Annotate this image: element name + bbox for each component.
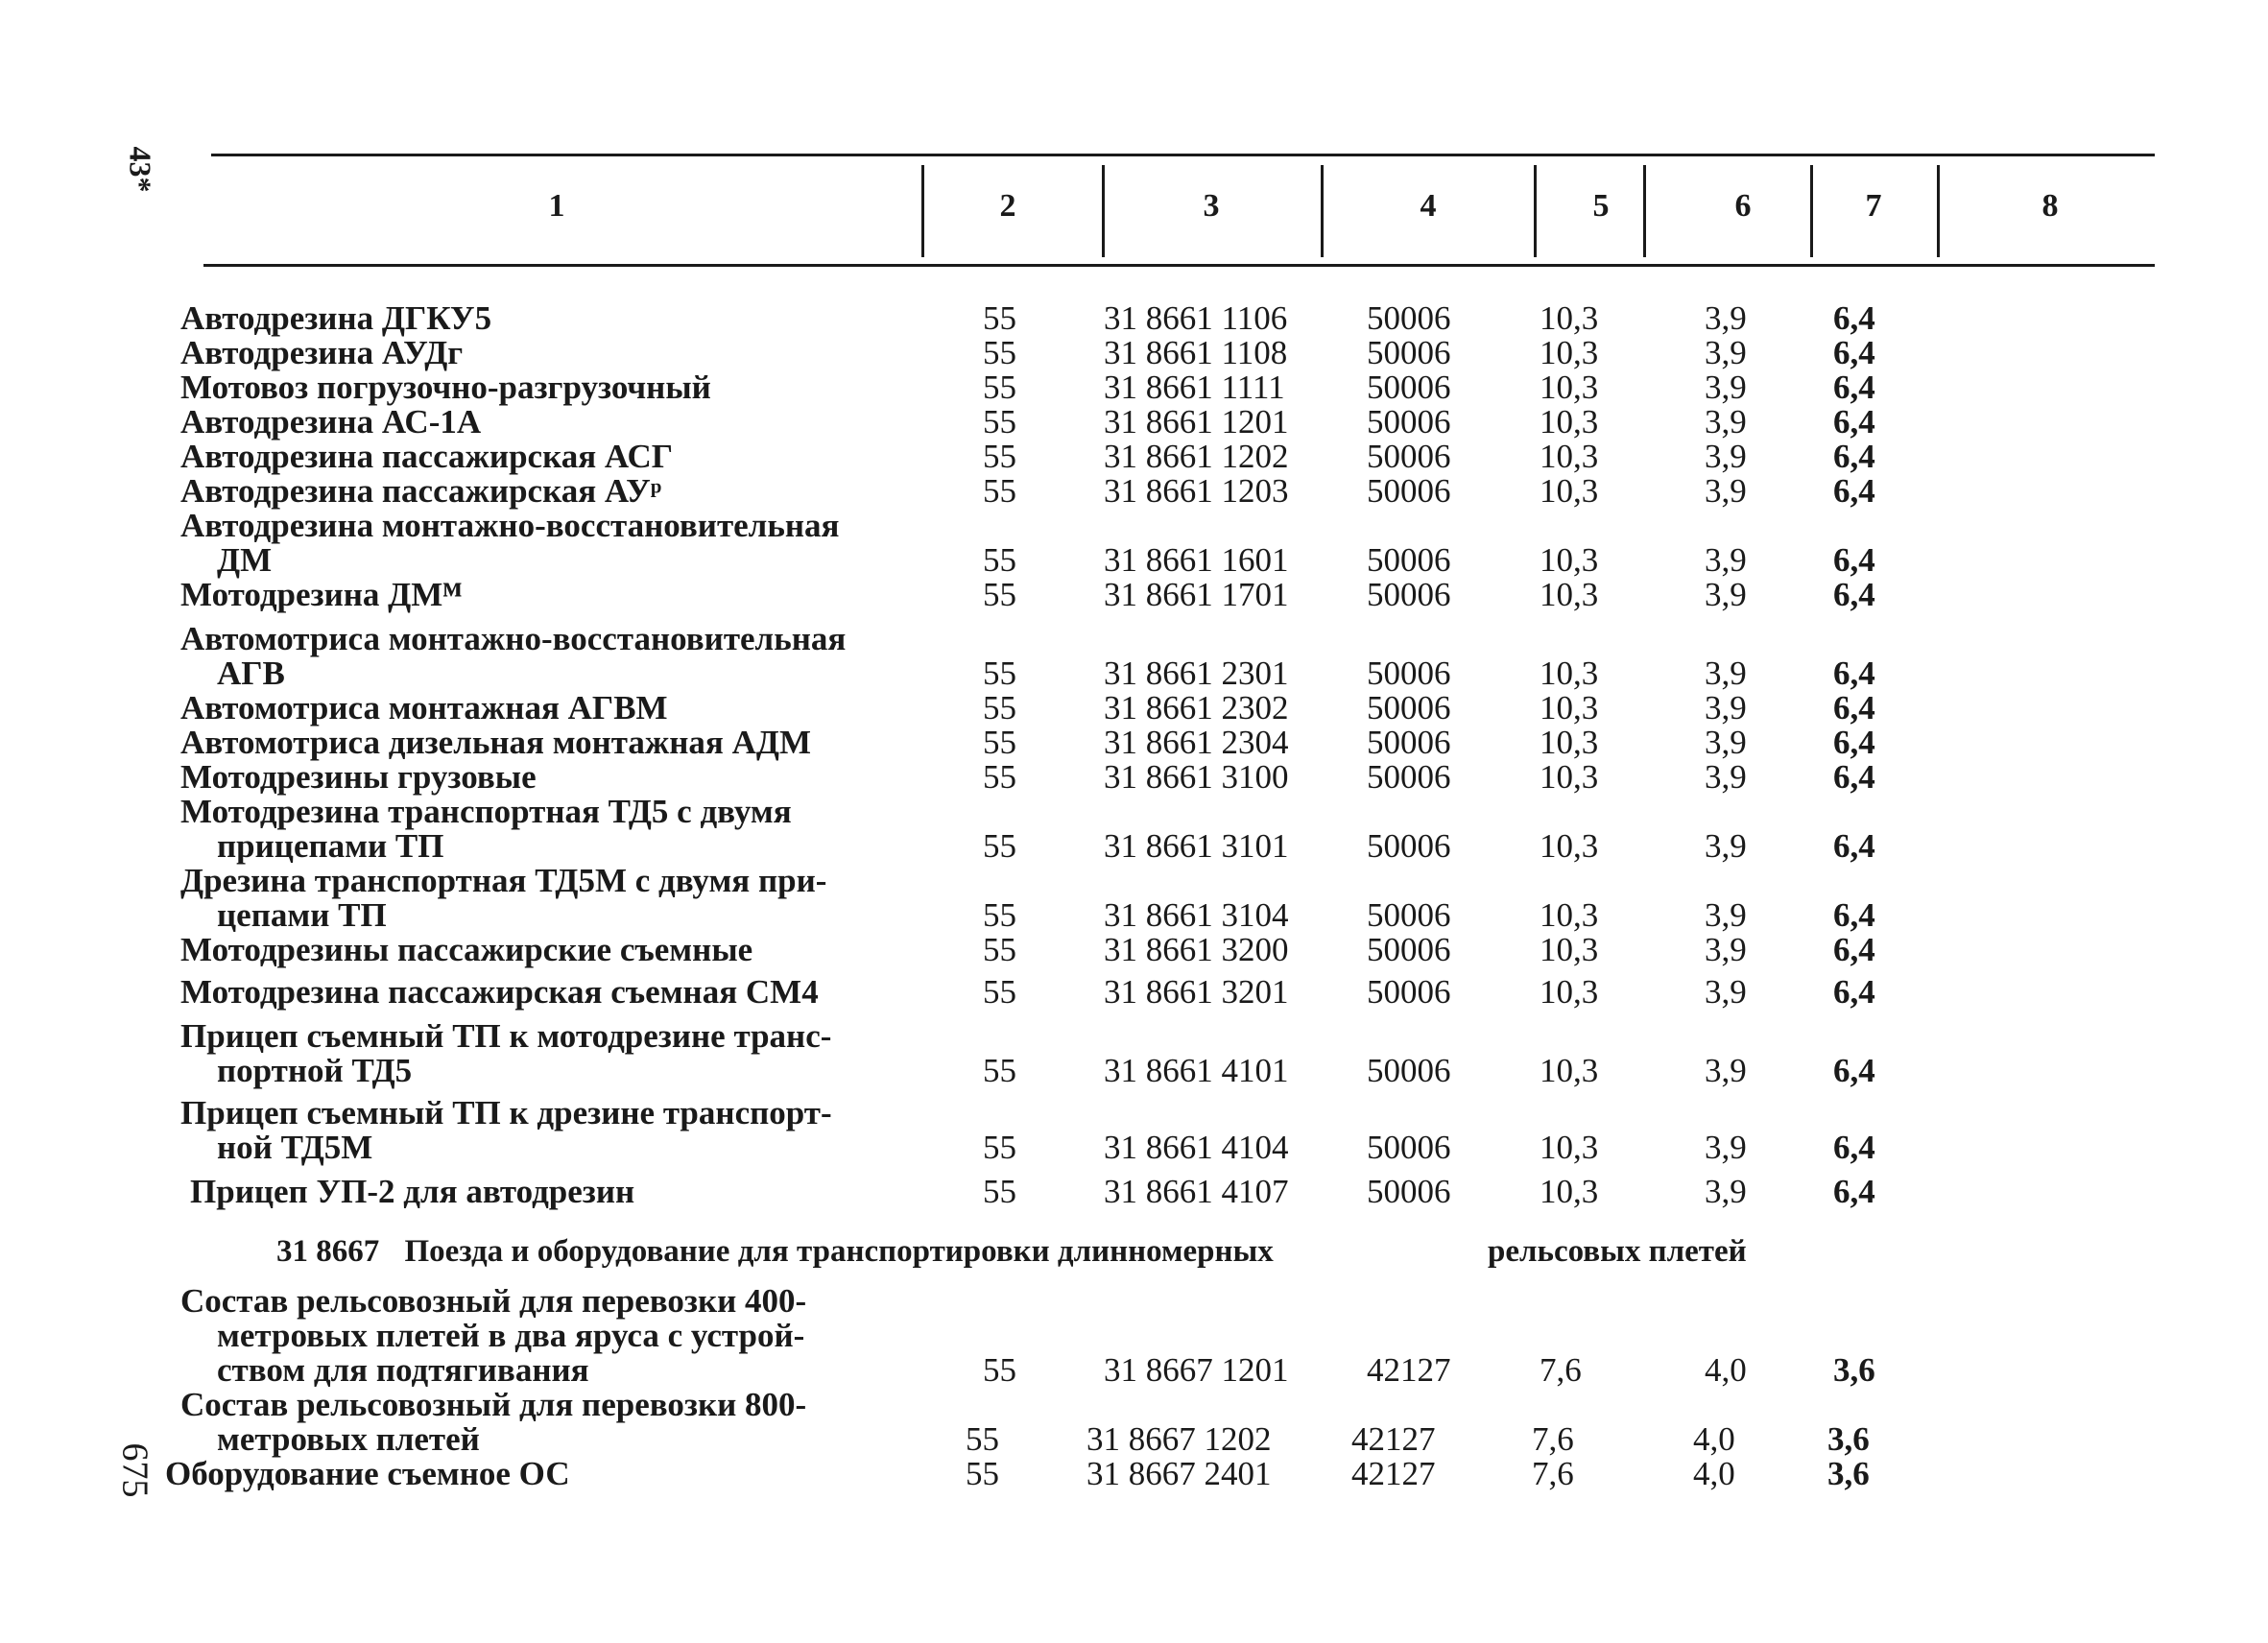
row-col6: 3,9 [1705,438,1747,475]
table-row [0,1096,2268,1165]
row-col4: 50006 [1367,1129,1451,1166]
row-col6: 3,9 [1705,689,1747,726]
row-col5: 10,3 [1540,973,1599,1011]
table-row [0,1175,2268,1209]
column-header-6: 6 [1734,188,1752,224]
row-name: Оборудование съемное ОС [165,1455,570,1492]
column-divider [1643,165,1646,257]
row-name [180,622,910,691]
row-col5: 10,3 [1540,758,1599,796]
row-col2: 55 [983,896,1016,934]
row-col2: 55 [983,403,1016,441]
row-col4: 50006 [1367,369,1451,406]
row-col7: 6,4 [1833,369,1875,406]
row-col7: 3,6 [1827,1455,1870,1492]
section-title: Поезда и оборудование для транспортировки длинномерных [404,1234,1274,1269]
row-col4: 50006 [1367,541,1451,579]
row-name-continuation: ДМ [217,541,273,579]
column-header-2: 2 [999,188,1016,224]
row-col6: 3,9 [1705,576,1747,613]
table-row [0,933,2268,967]
row-name: Мотовоз погрузочно-разгрузочный [180,369,711,406]
row-col2: 55 [983,438,1016,475]
row-name-continuation: прицепами ТП [217,827,444,865]
row-name-continuation: АГВ [217,655,285,692]
row-name [180,1388,910,1457]
row-code: 31 8661 3104 [1104,896,1289,934]
row-code: 31 8661 2301 [1104,655,1289,692]
row-col5: 10,3 [1540,1129,1599,1166]
row-col2: 55 [983,655,1016,692]
table-row [0,578,2268,612]
row-name [180,509,910,578]
column-divider [1810,165,1813,257]
table-row [0,336,2268,370]
table-row [0,440,2268,474]
row-col4: 42127 [1351,1455,1436,1492]
row-col6: 3,9 [1705,1173,1747,1210]
row-col2: 55 [983,576,1016,613]
row-col2: 55 [983,931,1016,968]
row-code: 31 8667 2401 [1086,1455,1272,1492]
row-col6: 3,9 [1705,403,1747,441]
row-code: 31 8661 2304 [1104,724,1289,761]
row-code: 31 8661 1202 [1104,438,1289,475]
row-col5: 10,3 [1540,403,1599,441]
row-col6: 3,9 [1705,1052,1747,1089]
row-name-continuation: цепами ТП [217,896,387,934]
row-name-continuation: метровых плетей в два яруса с устрой- [217,1317,805,1354]
row-col2: 55 [983,724,1016,761]
row-col4: 50006 [1367,689,1451,726]
table-row [0,370,2268,405]
table-row [0,1284,2268,1388]
row-col4: 50006 [1367,438,1451,475]
row-col4: 50006 [1367,1173,1451,1210]
row-col4: 50006 [1367,334,1451,371]
row-col7: 6,4 [1833,334,1875,371]
row-name-continuation: ством для подтягивания [217,1351,589,1389]
row-name: Автодрезина пассажирская АСГ [180,438,673,475]
row-col4: 50006 [1367,403,1451,441]
row-name-continuation: портной ТД5 [217,1052,413,1089]
row-name: Автодрезина АУДᴦ [180,334,464,371]
column-divider [1534,165,1537,257]
table-row [0,405,2268,440]
table-row [0,864,2268,933]
row-code: 31 8661 1111 [1104,369,1285,406]
row-col7: 3,6 [1833,1351,1875,1389]
row-col7: 6,4 [1833,438,1875,475]
row-col7: 6,4 [1833,689,1875,726]
row-name-line: Автодрезина монтажно-восстановительная [180,507,840,544]
row-name: Мотодрезина пассажирская съемная СМ4 [180,973,819,1011]
row-col7: 6,4 [1833,758,1875,796]
row-col7: 6,4 [1833,1173,1875,1210]
row-col7: 6,4 [1833,827,1875,865]
table-row [0,509,2268,578]
row-name: Прицеп УП-2 для автодрезин [190,1173,635,1210]
row-code: 31 8661 1601 [1104,541,1289,579]
table-row [0,622,2268,691]
row-name-line: Прицеп съемный ТП к мотодрезине транс- [180,1017,832,1055]
row-col7: 6,4 [1833,403,1875,441]
row-col6: 3,9 [1705,1129,1747,1166]
row-col7: 6,4 [1833,541,1875,579]
row-col7: 6,4 [1833,896,1875,934]
row-col4: 42127 [1351,1420,1436,1458]
row-name: Автомотриса дизельная монтажная АДМ [180,724,812,761]
row-col7: 3,6 [1827,1420,1870,1458]
row-name: Мотодрезины грузовые [180,758,537,796]
row-col5: 7,6 [1532,1420,1574,1458]
row-col2: 55 [983,369,1016,406]
column-divider [921,165,924,257]
row-col5: 10,3 [1540,438,1599,475]
row-name: Мотодрезина ДМᴹ [180,576,463,613]
row-col5: 10,3 [1540,689,1599,726]
row-name-line: Состав рельсовозный для перевозки 800- [180,1386,807,1423]
row-col6: 3,9 [1705,541,1747,579]
row-col4: 50006 [1367,576,1451,613]
table-row [0,760,2268,795]
row-col4: 50006 [1367,931,1451,968]
column-header-7: 7 [1865,188,1882,224]
section-heading [276,1234,1747,1270]
row-code: 31 8661 3200 [1104,931,1289,968]
row-col2: 55 [983,472,1016,510]
row-col7: 6,4 [1833,724,1875,761]
table-top-rule [211,154,2155,156]
row-col6: 4,0 [1705,1351,1747,1389]
table-row [0,1388,2268,1457]
row-col6: 3,9 [1705,299,1747,337]
row-name: Мотодрезины пассажирские съемные [180,931,753,968]
row-col7: 6,4 [1833,931,1875,968]
column-divider [1321,165,1324,257]
row-name [180,795,910,864]
row-col7: 6,4 [1833,576,1875,613]
section-code: 31 8667 [276,1234,380,1269]
row-col2: 55 [983,827,1016,865]
row-code: 31 8661 1201 [1104,403,1289,441]
column-header-3: 3 [1203,188,1220,224]
row-name: Автодрезина пассажирская АУᵖ [180,472,662,510]
row-name-line: Автомотриса монтажно-восстановительная [180,620,847,657]
row-col4: 50006 [1367,973,1451,1011]
row-col5: 7,6 [1532,1455,1574,1492]
row-col5: 10,3 [1540,369,1599,406]
table-header-rule [203,264,2155,267]
row-col6: 4,0 [1693,1420,1735,1458]
row-col6: 3,9 [1705,334,1747,371]
row-col2: 55 [983,1052,1016,1089]
row-code: 31 8661 4107 [1104,1173,1289,1210]
row-col6: 4,0 [1693,1455,1735,1492]
row-col5: 10,3 [1540,931,1599,968]
row-col4: 50006 [1367,758,1451,796]
column-divider [1102,165,1105,257]
row-col6: 3,9 [1705,724,1747,761]
row-col5: 10,3 [1540,576,1599,613]
row-col4: 42127 [1367,1351,1451,1389]
row-col5: 10,3 [1540,541,1599,579]
row-col7: 6,4 [1833,299,1875,337]
row-name-line: Состав рельсовозный для перевозки 400- [180,1282,807,1320]
row-col4: 50006 [1367,724,1451,761]
row-name [180,864,910,933]
row-col5: 10,3 [1540,655,1599,692]
table-row [0,691,2268,726]
row-col5: 10,3 [1540,724,1599,761]
row-col6: 3,9 [1705,655,1747,692]
table-row [0,1019,2268,1088]
row-col2: 55 [983,1129,1016,1166]
row-col7: 6,4 [1833,472,1875,510]
row-col6: 3,9 [1705,973,1747,1011]
row-col6: 3,9 [1705,896,1747,934]
row-code: 31 8661 1106 [1104,299,1288,337]
row-col5: 7,6 [1540,1351,1582,1389]
row-name-continuation: метровых плетей [217,1420,480,1458]
row-code: 31 8661 3100 [1104,758,1289,796]
row-col2: 55 [966,1420,999,1458]
row-col2: 55 [983,758,1016,796]
table-row [0,474,2268,509]
row-code: 31 8667 1201 [1104,1351,1289,1389]
column-header-4: 4 [1420,188,1437,224]
row-col2: 55 [983,689,1016,726]
row-name: Автомотриса монтажная АГВМ [180,689,668,726]
row-col7: 6,4 [1833,973,1875,1011]
row-name: Автодрезина АС-1А [180,403,482,441]
row-col2: 55 [983,1173,1016,1210]
row-name-line: Дрезина транспортная ТД5М с двумя при- [180,862,827,899]
row-name-continuation: ной ТД5М [217,1129,373,1166]
row-col6: 3,9 [1705,369,1747,406]
row-name-line: Мотодрезина транспортная ТД5 с двумя [180,793,792,830]
row-code: 31 8661 3201 [1104,973,1289,1011]
row-col2: 55 [983,973,1016,1011]
row-name [180,1096,910,1165]
row-col5: 10,3 [1540,1173,1599,1210]
column-divider [1937,165,1940,257]
row-col6: 3,9 [1705,827,1747,865]
column-header-1: 1 [548,188,565,224]
row-col4: 50006 [1367,655,1451,692]
table-row [0,726,2268,760]
table-row [0,1457,2268,1491]
row-col4: 50006 [1367,1052,1451,1089]
row-col7: 6,4 [1833,655,1875,692]
section-title-tail: рельсовых плетей [1488,1234,1747,1269]
row-code: 31 8661 1108 [1104,334,1288,371]
row-col6: 3,9 [1705,758,1747,796]
column-header-5: 5 [1592,188,1610,224]
row-name [180,1019,910,1088]
row-col6: 3,9 [1705,472,1747,510]
row-col5: 10,3 [1540,472,1599,510]
row-col2: 55 [983,541,1016,579]
row-code: 31 8661 3101 [1104,827,1289,865]
row-col4: 50006 [1367,472,1451,510]
table-row [0,975,2268,1010]
row-col5: 10,3 [1540,1052,1599,1089]
row-col5: 10,3 [1540,299,1599,337]
row-col2: 55 [983,334,1016,371]
row-name-line: Прицеп съемный ТП к дрезине транспорт- [180,1094,832,1131]
row-col2: 55 [983,299,1016,337]
row-col6: 3,9 [1705,931,1747,968]
row-name: Автодрезина ДГКУ5 [180,299,492,337]
row-col2: 55 [983,1351,1016,1389]
row-code: 31 8667 1202 [1086,1420,1272,1458]
page-margin-number-top: 43* [123,146,158,193]
row-col4: 50006 [1367,299,1451,337]
row-col7: 6,4 [1833,1129,1875,1166]
row-code: 31 8661 2302 [1104,689,1289,726]
row-col7: 6,4 [1833,1052,1875,1089]
row-code: 31 8661 1203 [1104,472,1289,510]
row-name [180,1284,910,1388]
row-col5: 10,3 [1540,827,1599,865]
row-code: 31 8661 4104 [1104,1129,1289,1166]
table-row [0,301,2268,336]
column-header-8: 8 [2041,188,2059,224]
row-col5: 10,3 [1540,334,1599,371]
row-code: 31 8661 4101 [1104,1052,1289,1089]
row-col4: 50006 [1367,827,1451,865]
row-col4: 50006 [1367,896,1451,934]
table-row [0,795,2268,864]
row-col2: 55 [966,1455,999,1492]
row-col5: 10,3 [1540,896,1599,934]
page-number: 675 [114,1442,155,1498]
row-code: 31 8661 1701 [1104,576,1289,613]
